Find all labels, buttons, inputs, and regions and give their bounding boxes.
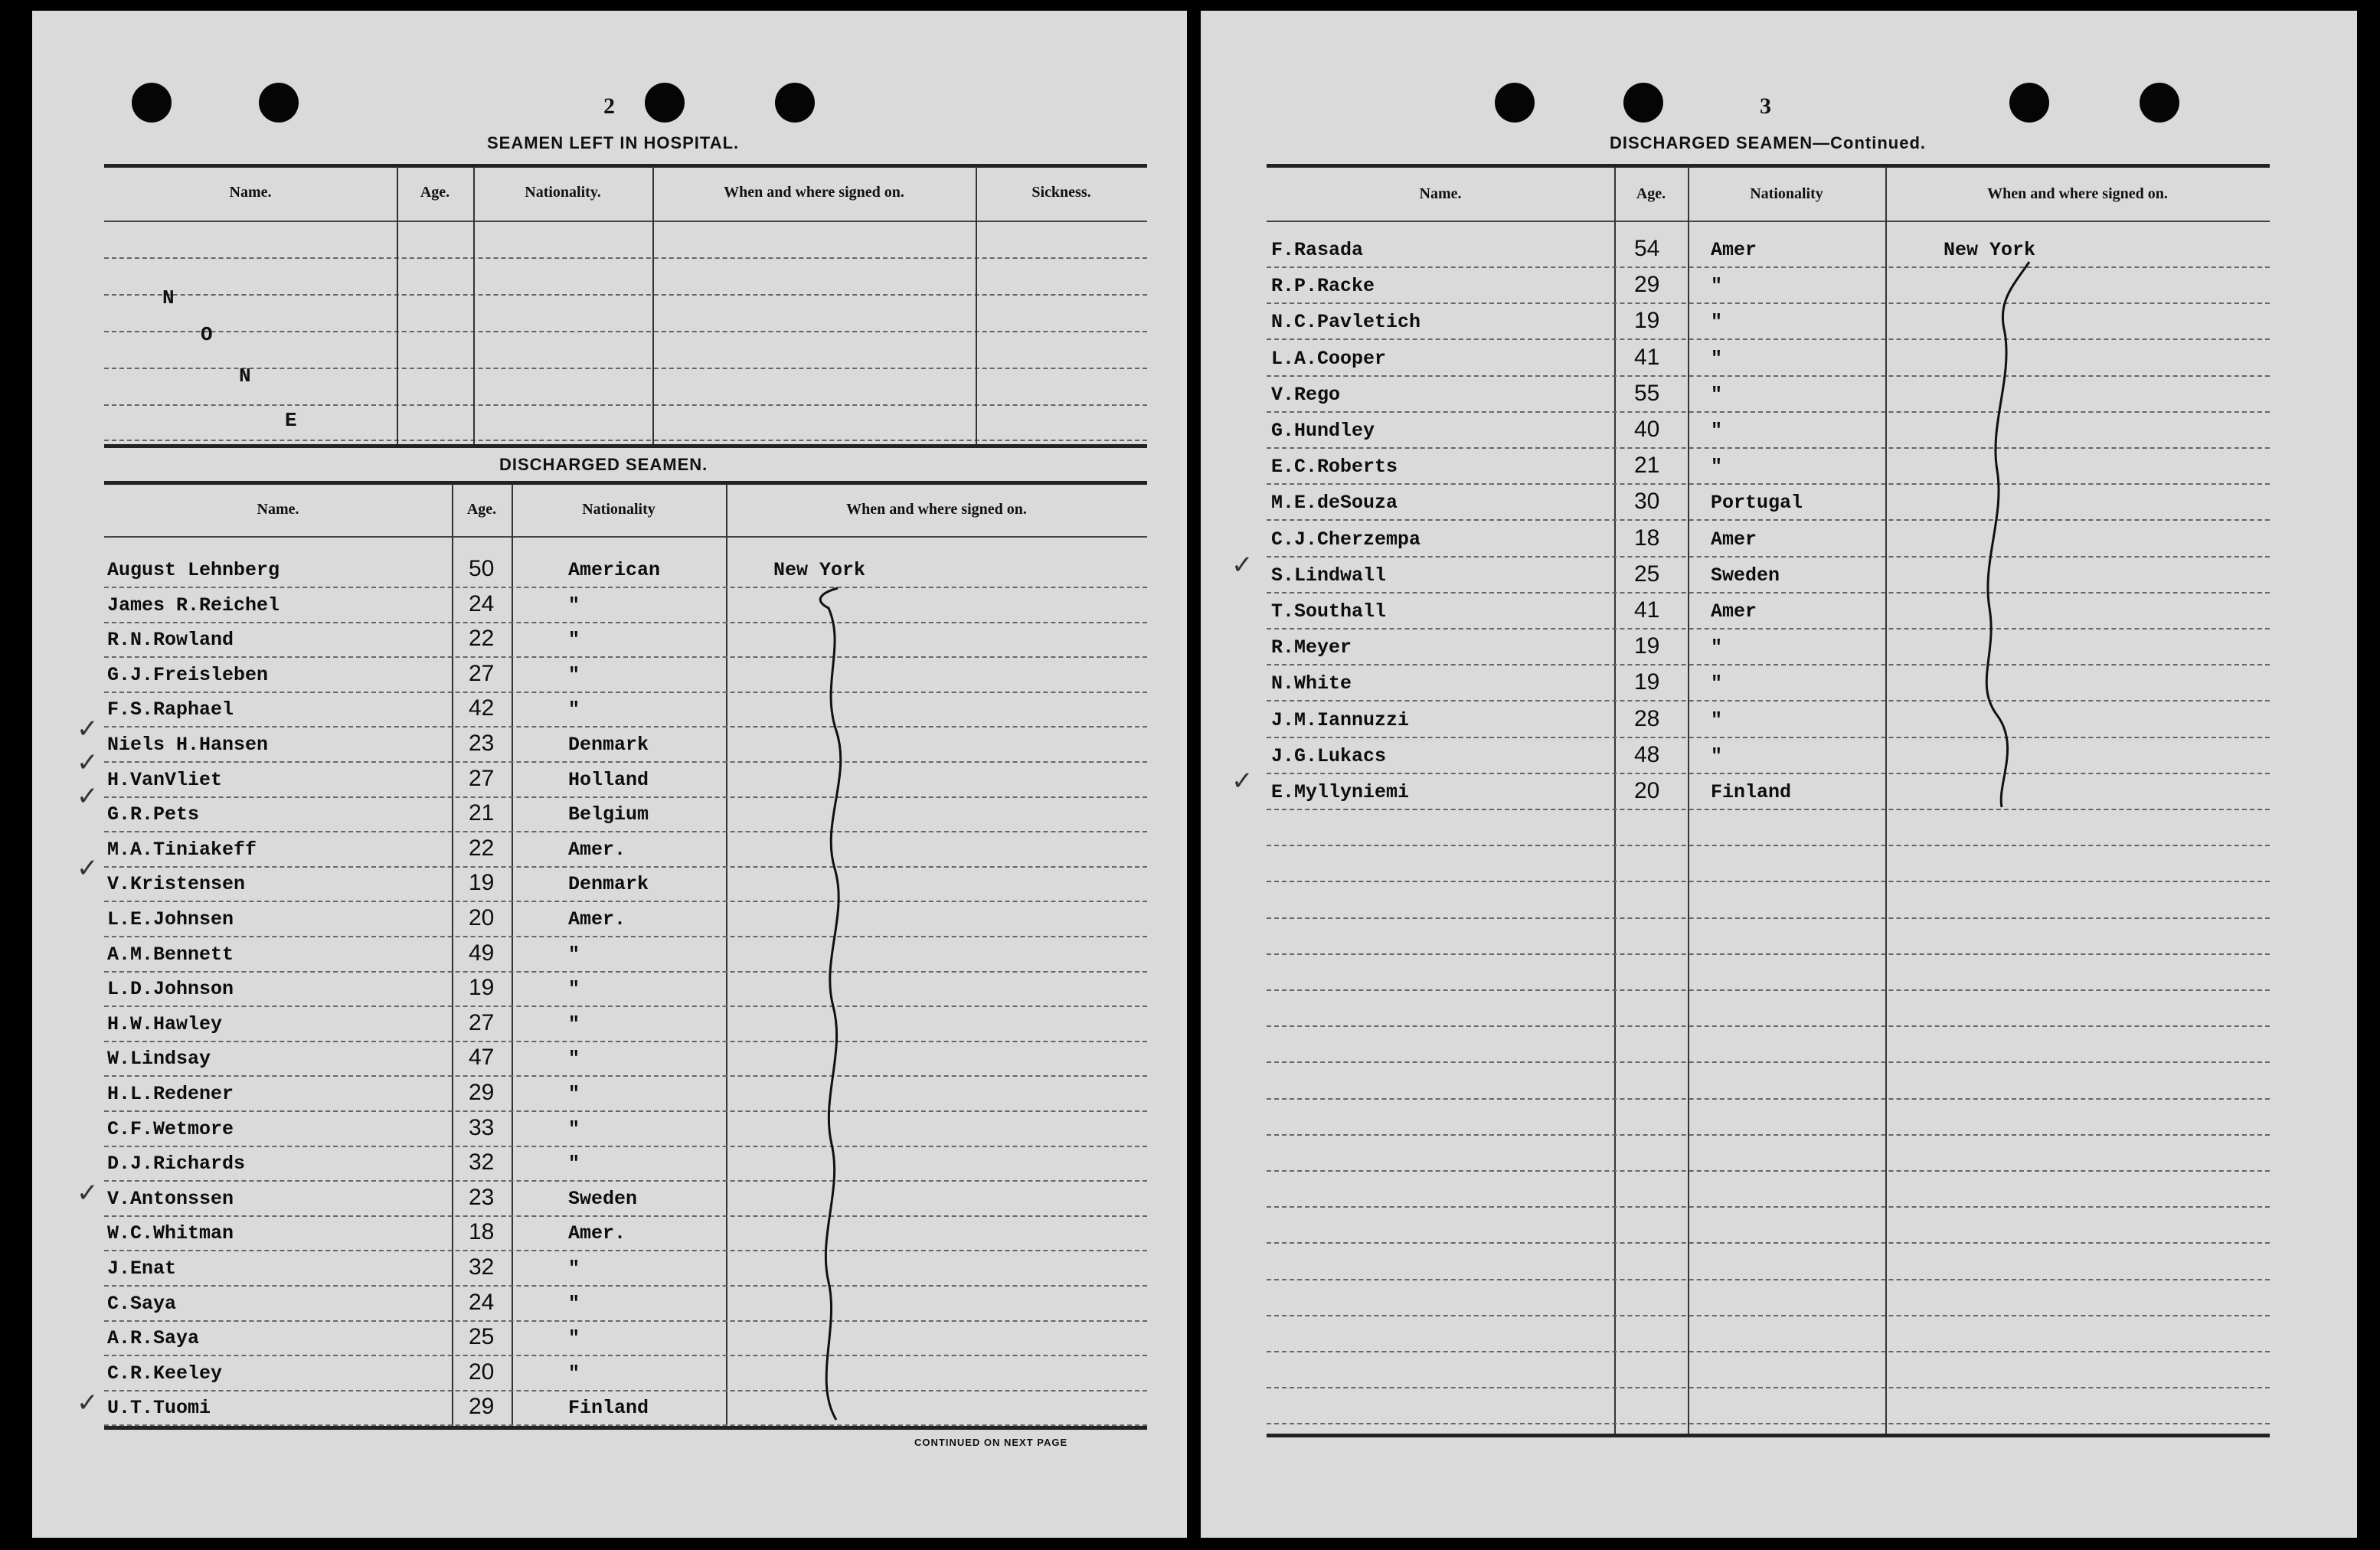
seaman-name: G.J.Freisleben bbox=[107, 663, 269, 686]
none-letter: N bbox=[239, 365, 251, 388]
column-header-nationality: Nationality bbox=[582, 501, 655, 518]
seaman-age: 42 bbox=[469, 695, 495, 721]
seaman-nationality: " bbox=[1711, 347, 1723, 370]
column-header-name: Name. bbox=[229, 184, 272, 201]
column-header-sickness: Sickness. bbox=[1031, 184, 1091, 201]
signed-on: New York bbox=[1944, 239, 2036, 261]
hospital-section-title: SEAMEN LEFT IN HOSPITAL. bbox=[487, 133, 740, 152]
seaman-name: M.A.Tiniakeff bbox=[107, 838, 257, 861]
signed-on: New York bbox=[773, 559, 866, 581]
check-mark: ✓ bbox=[77, 747, 99, 778]
seaman-nationality: " bbox=[1711, 744, 1723, 767]
seaman-name: R.P.Racke bbox=[1271, 275, 1375, 298]
seaman-age: 28 bbox=[1634, 705, 1660, 731]
seaman-age: 23 bbox=[469, 731, 495, 756]
seaman-nationality: " bbox=[568, 1327, 580, 1350]
none-letter: E bbox=[285, 409, 297, 432]
seaman-age: 19 bbox=[469, 975, 495, 1001]
discharged-continued-title: DISCHARGED SEAMEN—Continued. bbox=[1610, 133, 1926, 152]
seaman-name: August Lehnberg bbox=[107, 559, 280, 581]
column-header-nationality: Nationality bbox=[1750, 185, 1823, 202]
seaman-nationality: Finland bbox=[1711, 781, 1792, 803]
seaman-age: 29 bbox=[469, 1080, 495, 1105]
seaman-nationality: " bbox=[568, 629, 580, 652]
column-header-name: Name. bbox=[257, 501, 299, 518]
seaman-name: James R.Reichel bbox=[107, 594, 280, 616]
seaman-nationality: " bbox=[568, 1292, 580, 1315]
seaman-name: G.R.Pets bbox=[107, 803, 200, 826]
seaman-name: J.M.Iannuzzi bbox=[1271, 708, 1410, 731]
seaman-nationality: " bbox=[1711, 672, 1723, 695]
check-mark: ✓ bbox=[77, 781, 99, 812]
seaman-nationality: " bbox=[1711, 636, 1723, 659]
seaman-name: U.T.Tuomi bbox=[107, 1397, 211, 1420]
seaman-age: 41 bbox=[1634, 344, 1660, 370]
seaman-name: N.White bbox=[1271, 672, 1352, 695]
seaman-age: 30 bbox=[1634, 489, 1660, 515]
seaman-age: 23 bbox=[469, 1184, 495, 1210]
column-header-signed-on: When and where signed on. bbox=[724, 184, 904, 201]
seaman-nationality: " bbox=[568, 663, 580, 686]
column-header-signed-on: When and where signed on. bbox=[1987, 185, 2168, 202]
seaman-nationality: " bbox=[568, 1083, 580, 1105]
seaman-name: W.C.Whitman bbox=[107, 1222, 234, 1245]
seaman-age: 54 bbox=[1634, 236, 1660, 261]
seaman-name: E.Myllyniemi bbox=[1271, 781, 1410, 803]
seaman-name: M.E.deSouza bbox=[1271, 492, 1398, 515]
seaman-age: 19 bbox=[1634, 669, 1660, 695]
seaman-age: 55 bbox=[1634, 380, 1660, 406]
seaman-nationality: Denmark bbox=[568, 873, 649, 896]
seaman-name: E.C.Roberts bbox=[1271, 456, 1398, 479]
seaman-age: 33 bbox=[469, 1114, 495, 1140]
seaman-nationality: Sweden bbox=[568, 1187, 638, 1210]
seaman-name: F.Rasada bbox=[1271, 239, 1364, 261]
left-page bbox=[32, 11, 1187, 1538]
none-letter: O bbox=[201, 323, 213, 346]
seaman-name: C.R.Keeley bbox=[107, 1362, 223, 1385]
seaman-age: 25 bbox=[469, 1324, 495, 1350]
seaman-nationality: " bbox=[568, 1153, 580, 1176]
seaman-nationality: " bbox=[568, 943, 580, 966]
page-number: 3 bbox=[1760, 93, 1771, 119]
seaman-age: 49 bbox=[469, 940, 495, 966]
seaman-name: V.Kristensen bbox=[107, 873, 246, 896]
seaman-nationality: " bbox=[1711, 708, 1723, 731]
seaman-nationality: Amer bbox=[1711, 239, 1757, 261]
seaman-name: H.W.Hawley bbox=[107, 1012, 223, 1035]
seaman-name: C.J.Cherzempa bbox=[1271, 528, 1421, 551]
seaman-nationality: Portugal bbox=[1711, 492, 1803, 515]
seaman-name: L.E.Johnsen bbox=[107, 908, 234, 930]
seaman-age: 22 bbox=[469, 626, 495, 652]
right-page bbox=[1201, 11, 2357, 1538]
seaman-nationality: " bbox=[568, 1117, 580, 1140]
seaman-nationality: " bbox=[1711, 420, 1723, 442]
seaman-name: N.C.Pavletich bbox=[1271, 311, 1421, 334]
check-mark: ✓ bbox=[77, 1388, 99, 1418]
seaman-nationality: " bbox=[1711, 275, 1723, 298]
seaman-age: 40 bbox=[1634, 417, 1660, 442]
seaman-nationality: Denmark bbox=[568, 734, 649, 756]
ditto-line bbox=[1201, 11, 2357, 1538]
seaman-nationality: " bbox=[568, 698, 580, 721]
seaman-age: 24 bbox=[469, 1289, 495, 1315]
seaman-name: F.S.Raphael bbox=[107, 698, 234, 721]
seaman-name: J.G.Lukacs bbox=[1271, 744, 1387, 767]
seaman-name: V.Rego bbox=[1271, 383, 1341, 406]
seaman-nationality: Amer bbox=[1711, 600, 1757, 623]
seaman-name: W.Lindsay bbox=[107, 1048, 211, 1071]
seaman-name: C.F.Wetmore bbox=[107, 1117, 234, 1140]
seaman-nationality: Belgium bbox=[568, 803, 649, 826]
seaman-nationality: " bbox=[568, 1257, 580, 1280]
seaman-name: R.N.Rowland bbox=[107, 629, 234, 652]
seaman-age: 27 bbox=[469, 765, 495, 791]
check-mark: ✓ bbox=[77, 853, 99, 884]
seaman-nationality: Amer. bbox=[568, 1222, 626, 1245]
seaman-nationality: Finland bbox=[568, 1397, 649, 1420]
seaman-name: C.Saya bbox=[107, 1292, 177, 1315]
seaman-nationality: " bbox=[1711, 311, 1723, 334]
seaman-age: 24 bbox=[469, 590, 495, 616]
seaman-age: 41 bbox=[1634, 597, 1660, 623]
seaman-age: 20 bbox=[469, 905, 495, 930]
seaman-nationality: " bbox=[568, 1012, 580, 1035]
seaman-age: 27 bbox=[469, 1009, 495, 1035]
seaman-name: V.Antonssen bbox=[107, 1187, 234, 1210]
check-mark: ✓ bbox=[1231, 766, 1254, 796]
seaman-name: R.Meyer bbox=[1271, 636, 1352, 659]
seaman-nationality: Amer. bbox=[568, 908, 626, 930]
column-header-age: Age. bbox=[466, 501, 497, 518]
page-number: 2 bbox=[603, 93, 615, 119]
seaman-nationality: Holland bbox=[568, 768, 649, 791]
seaman-name: J.Enat bbox=[107, 1257, 177, 1280]
column-header-age: Age. bbox=[1636, 185, 1666, 202]
seaman-name: A.R.Saya bbox=[107, 1327, 200, 1350]
seaman-name: L.D.Johnson bbox=[107, 978, 234, 1001]
column-header-name: Name. bbox=[1419, 185, 1462, 202]
column-header-signed-on: When and where signed on. bbox=[846, 501, 1027, 518]
seaman-age: 18 bbox=[469, 1219, 495, 1245]
seaman-age: 18 bbox=[1634, 525, 1660, 551]
check-mark: ✓ bbox=[77, 714, 99, 744]
seaman-age: 27 bbox=[469, 660, 495, 686]
none-letter: N bbox=[162, 286, 175, 309]
seaman-nationality: American bbox=[568, 559, 661, 581]
seaman-age: 19 bbox=[1634, 633, 1660, 659]
seaman-nationality: " bbox=[1711, 383, 1723, 406]
seaman-age: 29 bbox=[1634, 272, 1660, 298]
seaman-nationality: Amer. bbox=[568, 838, 626, 861]
seaman-age: 21 bbox=[469, 800, 495, 826]
continued-footer: CONTINUED ON NEXT PAGE bbox=[914, 1437, 1068, 1448]
seaman-age: 21 bbox=[1634, 453, 1660, 479]
seaman-nationality: " bbox=[568, 1048, 580, 1071]
seaman-age: 25 bbox=[1634, 561, 1660, 587]
seaman-age: 32 bbox=[469, 1254, 495, 1280]
seaman-nationality: " bbox=[1711, 456, 1723, 479]
seaman-age: 19 bbox=[1634, 308, 1660, 334]
seaman-name: T.Southall bbox=[1271, 600, 1387, 623]
seaman-name: L.A.Cooper bbox=[1271, 347, 1387, 370]
seaman-age: 29 bbox=[469, 1394, 495, 1420]
column-header-nationality: Nationality. bbox=[525, 184, 601, 201]
discharged-section-title: DISCHARGED SEAMEN. bbox=[499, 455, 708, 474]
seaman-name: H.L.Redener bbox=[107, 1083, 234, 1105]
seaman-name: G.Hundley bbox=[1271, 420, 1375, 442]
seaman-age: 47 bbox=[469, 1045, 495, 1071]
check-mark: ✓ bbox=[1231, 550, 1254, 580]
seaman-age: 19 bbox=[469, 870, 495, 896]
seaman-name: Niels H.Hansen bbox=[107, 734, 269, 756]
seaman-nationality: Sweden bbox=[1711, 564, 1780, 587]
seaman-age: 48 bbox=[1634, 741, 1660, 767]
seaman-age: 20 bbox=[1634, 778, 1660, 803]
ditto-line bbox=[32, 11, 1187, 1538]
seaman-nationality: Amer bbox=[1711, 528, 1757, 551]
seaman-name: D.J.Richards bbox=[107, 1153, 246, 1176]
seaman-nationality: " bbox=[568, 594, 580, 616]
seaman-nationality: " bbox=[568, 1362, 580, 1385]
seaman-age: 20 bbox=[469, 1359, 495, 1385]
seaman-name: H.VanVliet bbox=[107, 768, 223, 791]
seaman-age: 32 bbox=[469, 1149, 495, 1176]
seaman-age: 22 bbox=[469, 835, 495, 861]
check-mark: ✓ bbox=[77, 1178, 99, 1208]
seaman-nationality: " bbox=[568, 978, 580, 1001]
seaman-name: S.Lindwall bbox=[1271, 564, 1387, 587]
seaman-name: A.M.Bennett bbox=[107, 943, 234, 966]
column-header-age: Age. bbox=[420, 184, 450, 201]
seaman-age: 50 bbox=[469, 556, 495, 581]
